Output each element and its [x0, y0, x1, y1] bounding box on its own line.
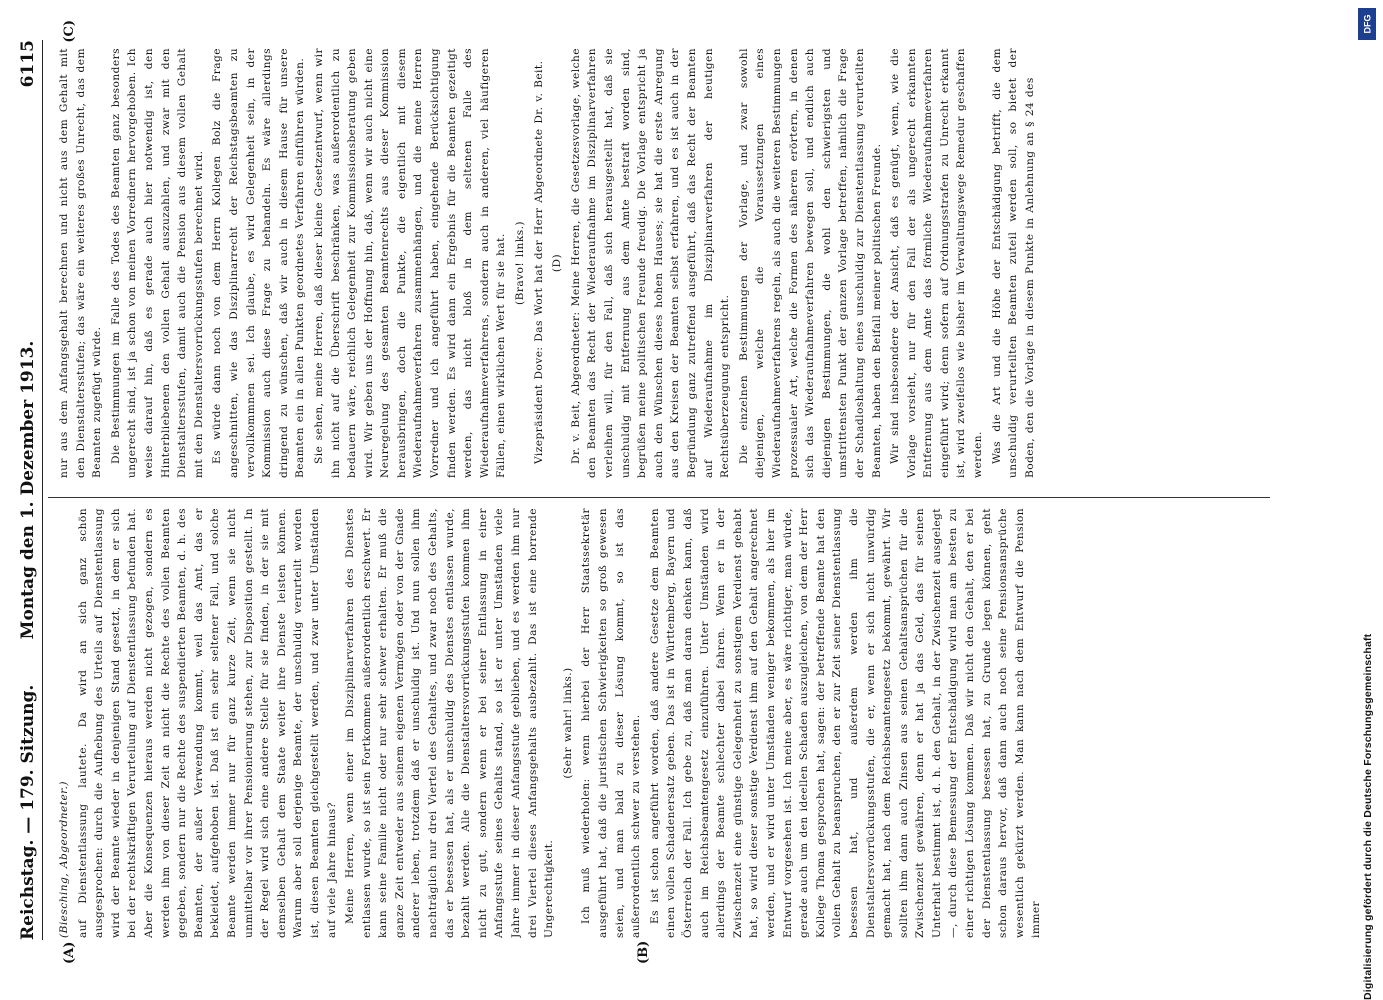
page-number: 6115: [18, 40, 38, 88]
margin-marker-a: (A): [62, 941, 77, 964]
page-header: [12, 40, 43, 940]
paragraph: Die einzelnen Bestimmungen der Vorlage, und zwar sowohl diejenigen, welche die Voraussetzungen eines Wiederaufnahmeverfahrens regeln, als auch die weiteren Bestimmungen prozessualer Art, welche die Formen des näheren erörtern, in denen sich das Wiederaufnahmeverfahren bewegen soll, und endlich auch diejenigen Bestimmungen, die wohl den schwierigsten und umstrittensten Punkt der ganzen Vorlage betreffen, nämlich die Frage der Schadloshaltung eines unschuldig zur Dienstentlassung verurteilten Beamten, haben den Beifall meiner politischen Freunde.: [737, 48, 883, 478]
margin-marker-b: (B): [636, 940, 651, 964]
paragraph: auf Dienstentlassung lautete. Da wird an sich ganz schön ausgesprochen: durch die Aufhebung des Urteils auf Dienstentlassung wird der Beamte wieder in denjenigen Stand gesetzt, in dem er sich bei der rechtskräftigen Verurteilung auf Dienstentlassung befunden hat. Aber die Konsequenzen hieraus werden nicht gezogen, sondern es werden ihm von dieser Zeit an nicht die Rechte des vollen Beamten gegeben, sondern nur die Rechte des suspendierten Beamten, d. h. des Beamten, der außer Verwendung kommt, weil das Amt, das er bekleidet, aufgehoben ist. Daß ist ein sehr seltener Fall, und solche Beamte werden immer nur für ganz kurze Zeit, wenn sie nicht unmittelbar vor ihrer Pensionierung stehen, zur Disposition gestellt. In der Regel wird sich eine andere Stelle für sie finden, in der sie mit demselben Gehalt dem Staate weiter ihre Dienste leisten können. Warum aber soll derjenige Beamte, der unschuldig verurteilt worden ist, diesen Beamten gleichgestellt werden, und zwar unter Umständen auf viele Jahre hinaus?: [76, 508, 338, 938]
margin-marker-c: (C): [62, 20, 77, 43]
left-column: [56, 508, 1266, 938]
right-column: [56, 48, 1266, 478]
column-divider: [48, 497, 1270, 498]
paragraph: Vizepräsident Dove: Das Wort hat der Herr Abgeordnete Dr. v. Beit.: [532, 60, 545, 464]
digitization-note: [1330, 0, 1374, 1000]
paragraph: nur aus dem Anfangsgehalt berechnen und nicht aus dem Gehalt mit den Dienstaltersstufen; das wäre ein weiteres großes Unrecht, das dem Beamten zugefügt würde.: [58, 48, 104, 478]
paragraph: Wir sind insbesondere der Ansicht, daß es genügt, wenn, wie die Vorlage vorsieht, nur für den Fall der als ungerecht erkannten Entfernung aus dem Amte das förmliche Wiederaufnahmeverfahren eingeführt wird; denn sofern auf Ordnungsstrafen zu Unrecht erkannt ist, wird zweifellos wie bisher im Verwaltungswege Remedur geschaffen werden.: [889, 48, 985, 478]
paragraph: Es würde dann noch von dem Herrn Kollegen Bolz die Frage angeschnitten, wie das Disziplinarrecht der Reichstagsbeamten zu vervollkommnen sei. Ich glaube, es wird Gelegenheit sein, in der Kommission auch diese Frage zu behandeln. Es wäre allerdings dringend zu wünschen, daß wir auch in diesem Hause für unsere Beamten ein in allen Punkten geordnetes Verfahren einführen würden.: [211, 48, 307, 478]
interjection: (Sehr wahr! links.): [561, 667, 574, 779]
interjection: (D): [551, 253, 564, 273]
paragraph: Die Bestimmungen im Falle des Todes des Beamten ganz besonders ungerecht sind, ist ja schon von meinen Vorrednern hervorgehoben. Ich weise darauf hin, daß es gerade auch hier notwendig ist, den Hinterbliebenen den vollen Gehalt auszuzahlen, und zwar mit den Dienstaltersstufen, damit auch die Pension aus diesem vollen Gehalt mit den Dienstaltersvorrückungsstufen berechnet wird.: [109, 48, 205, 478]
paragraph: Es ist schon angeführt worden, daß andere Gesetze dem Beamten einen vollen Schadenersatz geben. Das ist in Württemberg, Bayern und Österreich der Fall. Ich gebe zu, daß man daran denken kann, daß auch im Reichsbeamtengesetz einzuführen. Unter Umständen wird allerdings der Beamte schlechter dabei fahren. Wenn er in der Zwischenzeit eine günstige Gelegenheit zu sonstigem Verdienst gehabt hat, so wird dieser sonstige Verdienst ihm auf den Gehalt angerechnet werden, und er wird unter Umständen weniger bekommen, als hier im Entwurf vorgesehen ist. Ich meine aber, es wäre richtiger, man würde, gerade auch um den ideellen Schaden auszugleichen, von dem der Herr Kollege Thoma gesprochen hat, sagen: der betreffende Beamte hat den vollen Gehalt zu beanspruchen, den er zur Zeit seiner Dienstentlassung besessen hat, und außerdem werden ihm die Dienstaltersvorrückungsstufen, die er, wenn er sich nicht unwürdig gemacht hat, nach dem Reichsbeamtengesetz bekommt, gewährt. Wir sollten ihm dann auch Zinsen aus seinen Gehaltsansprüchen für die Zwischenzeit gewähren, denn er hat ja das Geld, das für seinen Unterhalt bestimmt ist, d. h. den Gehalt, in der Zwischenzeit ausgelegt —, durch diese Bemessung der Entschädigung wird man am besten zu einer richtigen Lösung kommen. Daß wir nicht den Gehalt, den er bei der Dienstentlassung besessen hat, zu Grunde legen können, geht schon daraus hervor, daß dann auch noch seine Pensionsansprüche wesentlich gekürzt werden. Man kann nach dem Entwurf die Pension immer: [648, 508, 1043, 938]
digitization-note-text: Digitalisierung gefördert durch die Deutsche Forschungsgemeinschaft: [1362, 633, 1374, 1000]
paragraph: Ich muß wiederholen: wenn hierbei der Herr Staatssekretär ausgeführt hat, daß die juristischen Schwierigkeiten so groß gewesen seien, und man bald zu dieser Lösung kommt, so ist das außerordentlich schwer zu verstehen.: [580, 508, 643, 938]
dfg-logo: [1358, 8, 1376, 40]
paragraph: Sie sehen, meine Herren, daß dieser kleine Gesetzentwurf, wenn wir ihn nicht auf die Überschrift beschränken, was außerordentlich zu bedauern wäre, reichlich Gelegenheit zur Kommissionsberatung geben wird. Wir geben uns der Hoffnung hin, daß, wenn wir auch nicht eine Neuregelung des gesamten Beamtenrechts aus dieser Kommission herausbringen, doch die Punkte, die eigentlich mit diesem Wiederaufnahmeverfahren zusammenhängen, und die meine Herren Vorredner und ich angeführt haben, eingehende Berücksichtigung finden werden. Es wird dann ein Ergebnis für die Beamten gezeitigt werden, das nicht bloß in dem seltenen Falle des Wiederaufnahmeverfahrens, sondern auch in anderen, viel häufigeren Fällen, einen wirklichen Wert für sie hat.: [312, 48, 508, 478]
header-session: Reichstag. — 179. Sitzung.: [18, 684, 38, 940]
interjection: (Bravo! links.): [514, 221, 527, 305]
paragraph: Dr. v. Beit, Abgeordneter: Meine Herren, die Gesetzesvorlage, welche den Beamten das Recht der Wiederaufnahme im Disziplinarverfahren verleihen will, für den Fall, daß sich herausgestellt hat, daß sie unschuldig mit Entfernung aus dem Amte bestraft worden sind, begrüßen meine politischen Freunde freudig. Die Vorlage entspricht ja auch den Wünschen dieses hohen Hauses; sie hat die erste Anregung aus den Kreisen der Beamten selbst erfahren, und es ist auch in der Begründung ganz zutreffend ausgeführt, daß das Recht der Beamten auf Wiederaufnahme im Disziplinarverfahren der heutigen Rechtsüberzeugung entspricht.: [569, 48, 732, 478]
paragraph: Meine Herren, wenn einer im Disziplinarverfahren des Dienstes entlassen wurde, so ist sein Fortkommen außerordentlich erschwert. Er kann seine Familie nicht oder nur sehr schwer erhalten. Er muß die ganze Zeit entweder aus seinem eigenen Vermögen oder von der Gnade anderer leben, trotzdem daß er unschuldig ist. Und nun sollen ihm nachträglich nur drei Viertel des Gehaltes, und zwar noch des Gehalts, das er besessen hat, als er unschuldig des Dienstes entlassen wurde, bezahlt werden. Alle die Dienstaltersvorrückungsstufen kommen ihm nicht zu gut, sondern wenn er bei seiner Entlassung in einer Anfangsstufe seines Gehalts stand, so ist er unter Umständen viele Jahre immer in dieser Anfangsstufe geblieben, und es werden ihm nur drei Viertel dieses Anfangsgehalts ausbezahlt. Das ist eine horrende Ungerechtigkeit.: [344, 508, 556, 938]
paragraph: Was die Art und die Höhe der Entschädigung betrifft, die dem unschuldig verurteilten Beamten zuteil werden soll, so bietet der Boden, den die Vorlage in diesem Punkte in Anlehnung an § 24 des: [990, 48, 1036, 478]
dfg-logo-text: DFG: [1362, 14, 1372, 34]
speaker-line: (Biesching, Abgeordneter.): [58, 781, 70, 938]
header-date: Montag den 1. Dezember 1913.: [18, 340, 38, 640]
